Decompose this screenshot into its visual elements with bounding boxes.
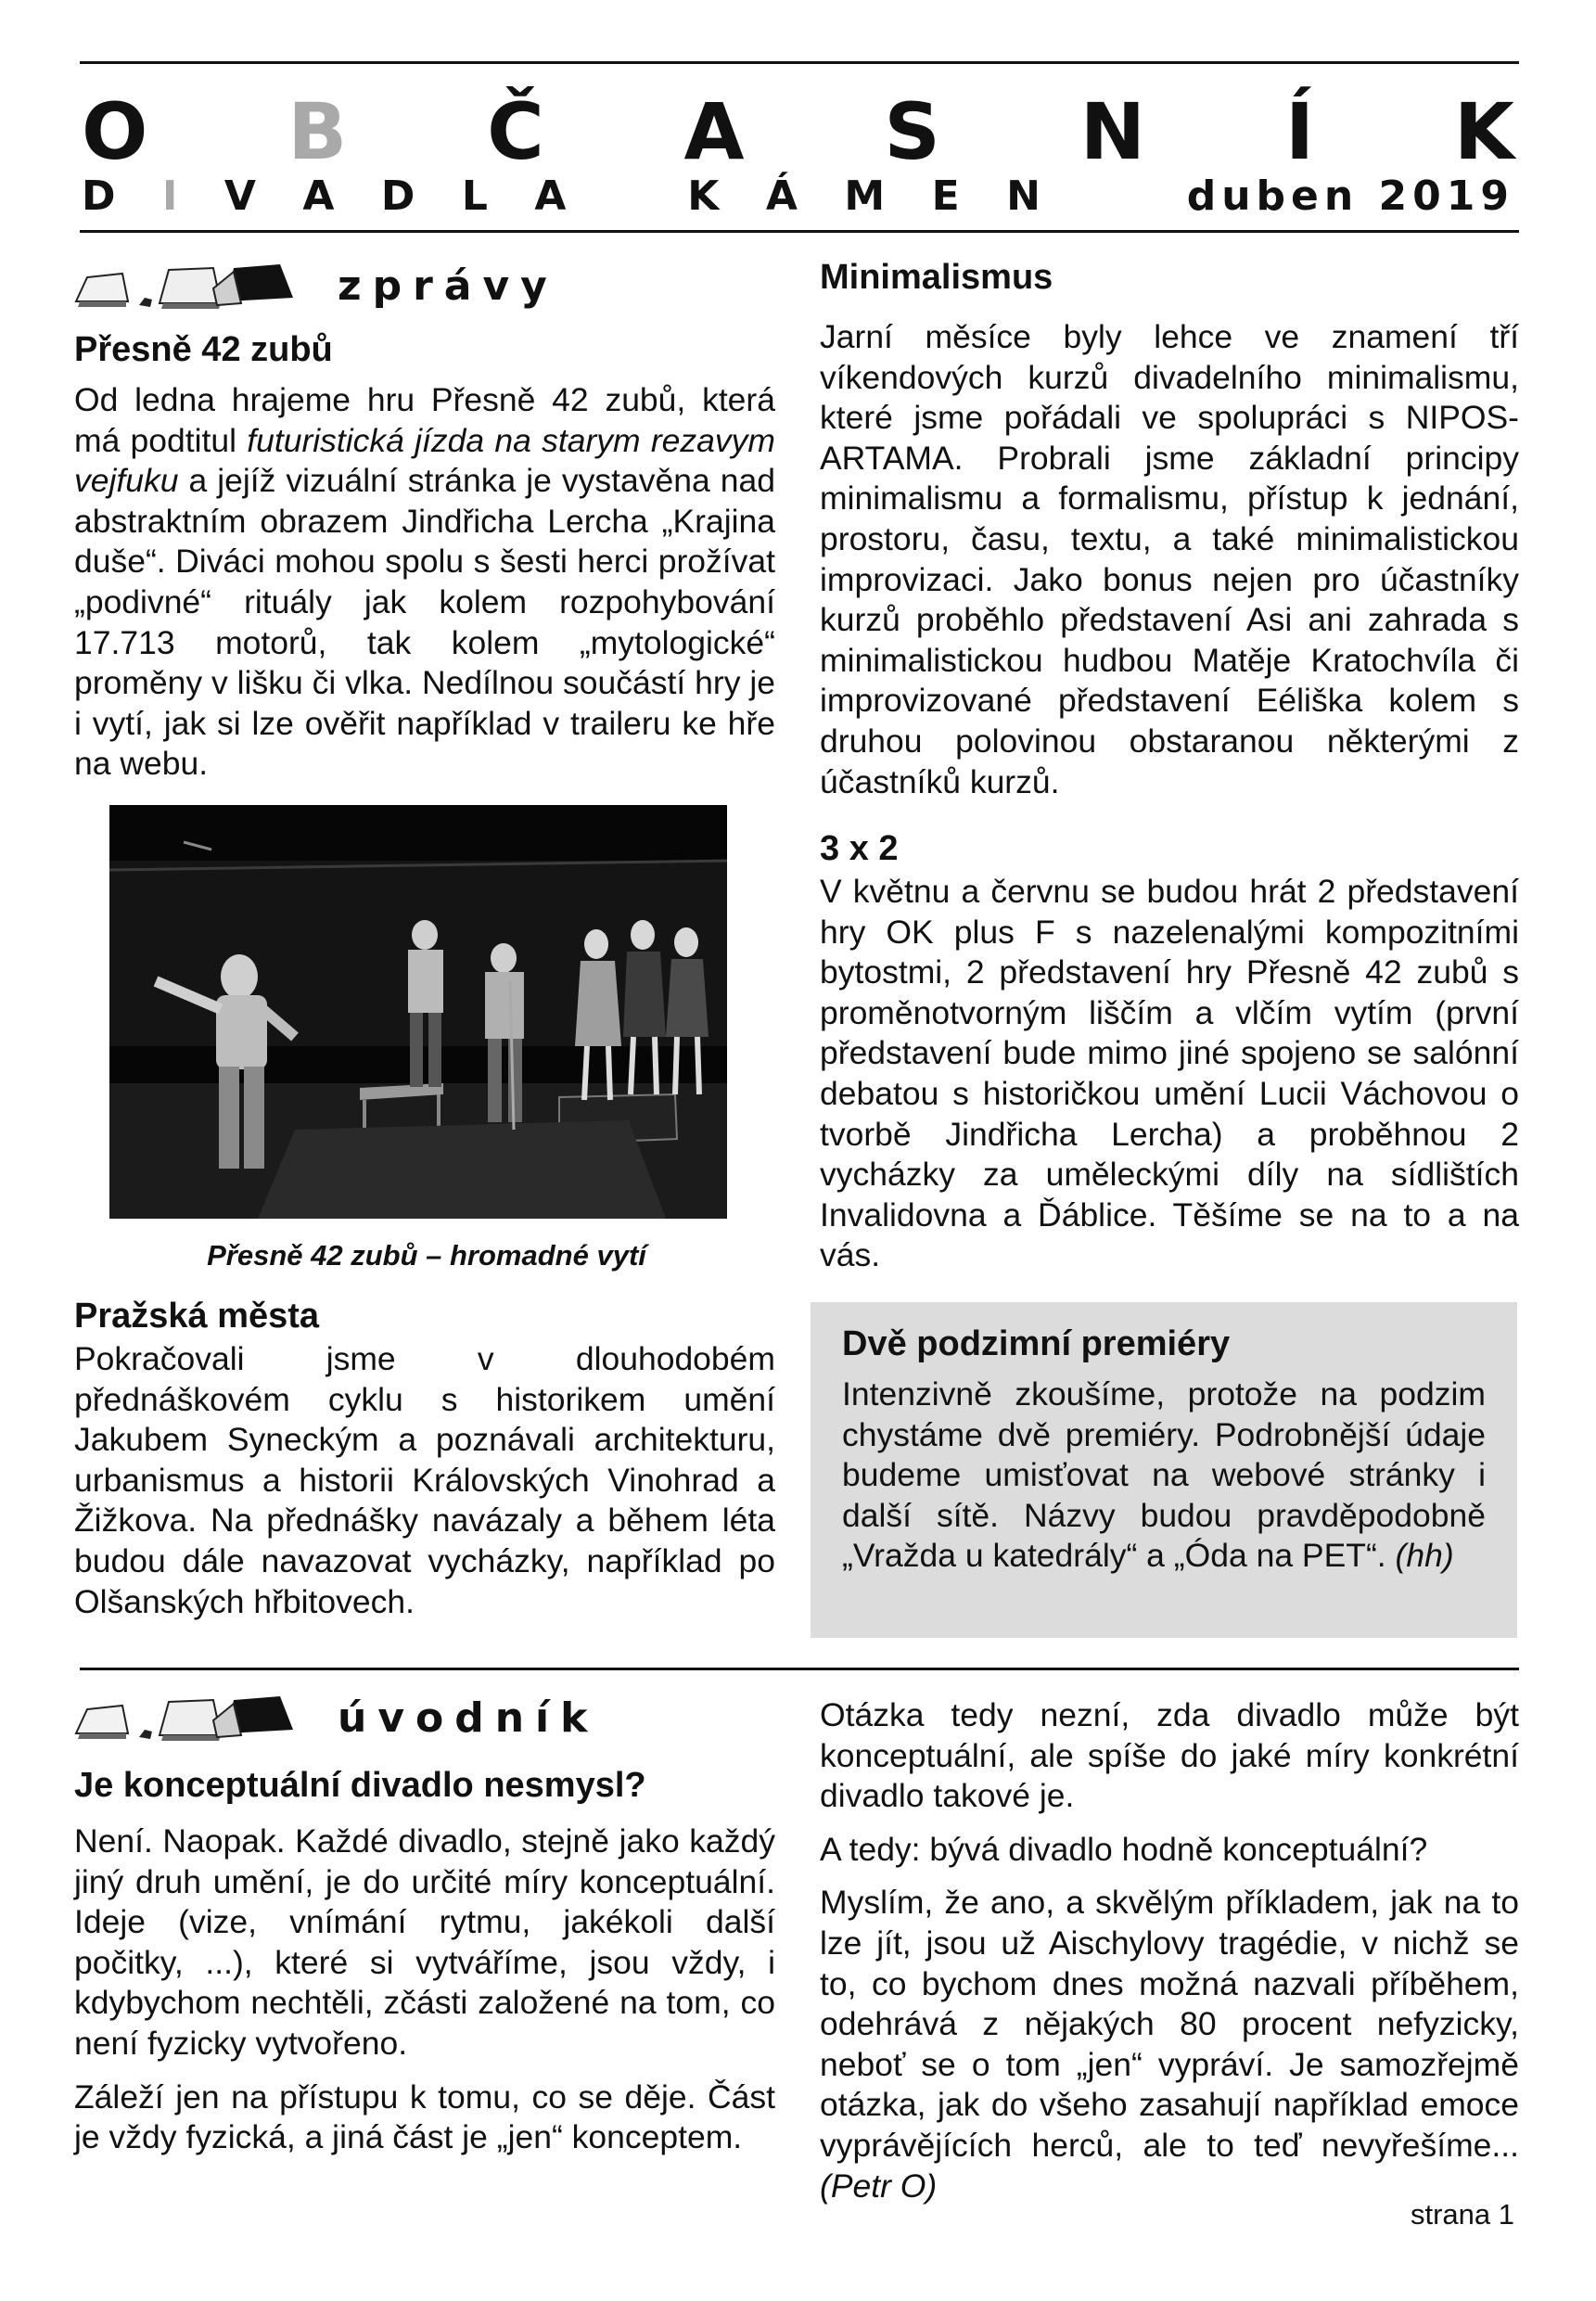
sub-letter: I bbox=[161, 172, 178, 220]
text-italic: futuristická jízda na starym rezavym vejfuku bbox=[74, 421, 775, 500]
article-text: Otázka tedy nezní, zda divadlo může být konceptuální, ale spíše do jaké míry konkrétní divadlo takové je. bbox=[820, 1696, 1519, 1815]
article-title: Pražská města bbox=[74, 1297, 320, 1336]
masthead-letter: S bbox=[884, 86, 940, 177]
section-label: zprávy bbox=[338, 262, 558, 310]
masthead-letter: N bbox=[1079, 86, 1145, 177]
sub-letter: E bbox=[931, 172, 960, 220]
article-prazska-mesta bbox=[74, 1295, 775, 1622]
text-italic: (hh) bbox=[1395, 1537, 1454, 1575]
masthead-letter: O bbox=[82, 86, 148, 177]
article-text: Záleží jen na přístupu k tomu, co se děje. Část je vždy fyzická, a jiná část je „jen“ konceptem. bbox=[74, 2077, 775, 2156]
article-text: Jarní měsíce byly lehce ve znamení tří víkendových kurzů divadelního minimalismu, které jsme pořádali ve spolupráci s NIPOS-ARTAMA. Probrali jsme základní principy minimalismu a formalismu, přístup k jednání, prostoru, času, textu, a také minimalistickou improvizaci. Jako bonus nejen pro účastníky kurzů proběhlo představení Asi ani zahrada s minimalistickou hudbou Matěje Kratochvíla či improvizované představení Eéliška kolem s druhou polovinou obstaranou některými z účastníků kurzů. bbox=[820, 318, 1519, 800]
masthead-letter: Í bbox=[1284, 86, 1315, 177]
article-title: Je konceptuální divadlo nesmysl? bbox=[74, 1766, 646, 1805]
section-label: úvodník bbox=[338, 1694, 599, 1742]
text-run: Myslím, že ano, a skvělým příkladem, jak na to lze jít, jsou už Aischylovy tragédie, v nichž se to, co bychom dnes možná nazvali příběhem, odehrává z nějakých 80 procent nefyzicky, neboť se o tom „jen“ vypráví. Je samozřejmě otázka, jak do všeho zasahují například emoce vyprávějících herců, ale to teď nevyřešíme... bbox=[820, 1884, 1519, 2164]
article-text bbox=[842, 1374, 1486, 1577]
masthead-letter: K bbox=[1453, 86, 1514, 177]
article-text: Pokračovali jsme v dlouhodobém přednáškovém cyklu s historikem umění Jakubem Syneckým a poznávali architekturu, urbanismus a historii Královských Vinohrad a Žižkova. Na přednášky navázaly a během léta budou dále navazovat vycházky, například po Olšanských hřbitovech. bbox=[74, 1340, 775, 1620]
section-head-uvodnik bbox=[74, 1688, 598, 1747]
masthead-letter: A bbox=[683, 86, 745, 177]
article-konceptualni-divadlo bbox=[74, 1764, 775, 2158]
sub-letter: A bbox=[534, 172, 567, 220]
sub-letter: D bbox=[82, 172, 116, 220]
article-minimalismus bbox=[820, 256, 1519, 802]
sub-letter: N bbox=[1006, 172, 1041, 220]
sub-letter: M bbox=[844, 172, 886, 220]
sub-letter: D bbox=[380, 172, 415, 220]
text-run: a jejíž vizuální stránka je vystavěna nad abstraktním obrazem Jindřicha Lercha „Krajina duše“. Diváci mohou spolu s šesti herci prožívat „podivné“ rituály jak kolem rozpohybování 17.713 motorů, tak kolem „mytologické“ proměny v lišku či vlka. Nedílnou součástí hry je i vytí, jak si lze ověřit například v traileru ke hře na webu. bbox=[74, 462, 775, 783]
masthead-subtitle bbox=[82, 171, 1514, 221]
stones-icon bbox=[74, 261, 306, 311]
stones-icon bbox=[74, 1693, 306, 1743]
masthead-letter: B bbox=[287, 86, 348, 177]
masthead-rule bbox=[80, 230, 1519, 233]
top-rule bbox=[80, 61, 1519, 64]
sub-letter: K bbox=[687, 172, 720, 220]
article-dve-premiery bbox=[811, 1302, 1517, 1638]
article-3x2 bbox=[820, 827, 1519, 1276]
article-konceptualni-divadlo-cont bbox=[820, 1695, 1519, 2206]
article-title: 3 x 2 bbox=[820, 829, 899, 868]
photo-caption: Přesně 42 zubů – hromadné vytí bbox=[207, 1239, 646, 1272]
section-head-zpravy bbox=[74, 256, 558, 315]
text-run: Intenzivně zkoušíme, protože na podzim chystáme dvě premiéry. Podrobnější údaje budeme umisťovat na webové stránky i další sítě. Názvy budou pravděpodobně „Vražda u katedrály“ a „Óda na PET“. bbox=[842, 1375, 1486, 1575]
performance-photo bbox=[109, 805, 727, 1219]
article-text bbox=[820, 1883, 1519, 2206]
stage-photo-illustration bbox=[109, 805, 727, 1219]
article-text bbox=[74, 380, 775, 785]
article-title: Dvě podzimní premiéry bbox=[842, 1324, 1231, 1363]
article-text: V květnu a červnu se budou hrát 2 představení hry OK plus F s nazelenalými kompozitními bytostmi, 2 představení hry Přesně 42 zubů s proměnotvorným liščím a vlčím vytím (první představení bude mimo jiné spojeno se salónní debatou s historičkou umění Lucii Váchovou o tvorbě Jindřicha Lercha) a proběhnou 2 vycházky za uměleckými díly na sídlištích Invalidovna a Ďáblice. Těšíme se na to a na vás. bbox=[820, 873, 1519, 1274]
issue-date: duben 2019 bbox=[1186, 172, 1514, 220]
article-title: Přesně 42 zubů bbox=[74, 330, 333, 369]
article-text: Není. Naopak. Každé divadlo, stejně jako každý jiný druh umění, je do určité míry konceptuální. Ideje (vize, vnímání rytmu, jakékoli další počitky, ...), které si vytváříme, jsou vždy, i kdybychom nechtěli, zčásti založené na tom, co není fyzicky vytvořeno. bbox=[74, 1822, 775, 2062]
masthead-letter: Č bbox=[487, 86, 544, 177]
section-rule bbox=[80, 1668, 1519, 1670]
article-text: A tedy: bývá divadlo hodně konceptuální? bbox=[820, 1830, 1428, 1868]
masthead-title bbox=[82, 86, 1514, 177]
article-title: Minimalismus bbox=[820, 258, 1053, 297]
article-presne-42-zubu bbox=[74, 328, 775, 785]
sub-letter: V bbox=[223, 172, 256, 220]
masthead-theatre-name bbox=[82, 173, 1041, 220]
sub-letter: A bbox=[302, 172, 335, 220]
text-italic: (Petr O) bbox=[820, 2167, 938, 2205]
page-number: strana 1 bbox=[1410, 2198, 1514, 2231]
sub-letter: Á bbox=[765, 172, 798, 220]
sub-letter: L bbox=[461, 172, 488, 220]
text-run: Od ledna hrajeme hru Přesně 42 zubů, která má podtitul bbox=[74, 381, 775, 459]
